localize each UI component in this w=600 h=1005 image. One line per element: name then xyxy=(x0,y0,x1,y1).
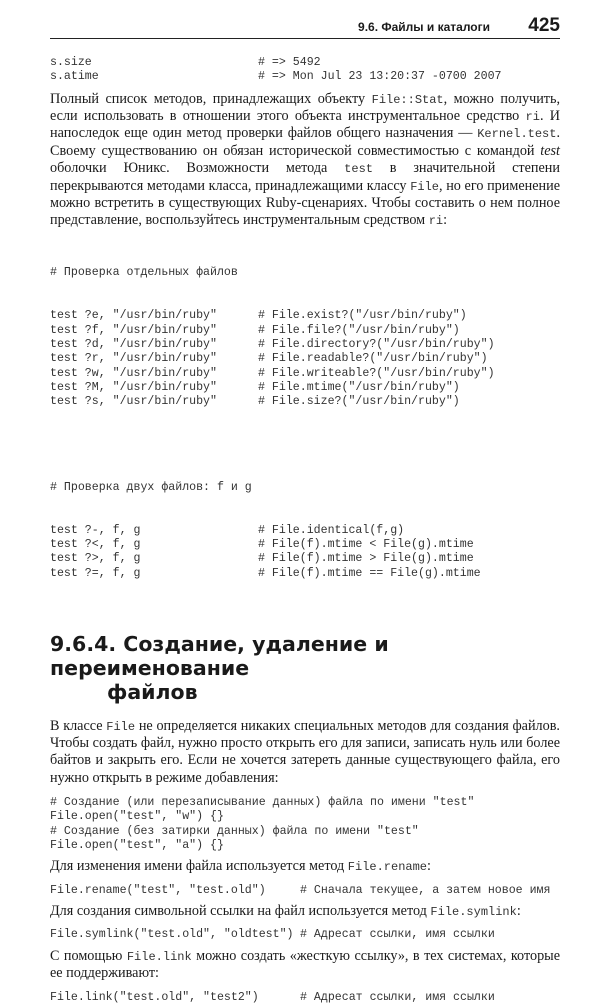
code-text: test ?M, "/usr/bin/ruby" xyxy=(50,380,217,394)
text-run: Для создания символьной ссылки на файл используется метод xyxy=(50,903,431,920)
inline-code: File.link xyxy=(126,949,192,964)
paragraph-create xyxy=(50,718,560,788)
code-comment: # File.file?("/usr/bin/ruby") xyxy=(258,323,460,337)
text-run: В классе xyxy=(50,717,107,734)
code-text: test ?d, "/usr/bin/ruby" xyxy=(50,337,217,351)
book-page xyxy=(50,0,560,1005)
text-run: . Своему существованию он обязан исторической совместимостью с командой xyxy=(50,125,560,159)
code-comment: # File.writeable?("/usr/bin/ruby") xyxy=(258,366,495,380)
code-line xyxy=(50,524,560,538)
code-comment: # Проверка двух файлов: f и g xyxy=(50,480,252,494)
text-run: test xyxy=(540,142,560,159)
code-comment: # => Mon Jul 23 13:20:37 -0700 2007 xyxy=(258,70,502,84)
code-text: File.link("test.old", "test2") xyxy=(50,990,259,1004)
code-comment: # File.size?("/usr/bin/ruby") xyxy=(258,395,460,409)
code-line xyxy=(50,352,560,366)
text-run: , но его применение можно встретить в существующих Ruby-сценариях. Чтобы составить о нем полное представление, воспользуйтесь инструментальным средством xyxy=(50,177,560,229)
text-run: не определяется никаких специальных методов для создания файлов. Чтобы создать файл, нужно просто открыть его для записи, записать нуль или более байтов и закрыть его. Если не хочется затереть данные существующего файла, его нужно открыть в режиме добавления: xyxy=(50,717,560,786)
inline-code: File xyxy=(106,719,136,734)
text-run: : xyxy=(516,903,521,920)
code-comment: # File(f).mtime < File(g).mtime xyxy=(258,538,474,552)
code-block-test xyxy=(50,238,560,610)
code-text: test ?s, "/usr/bin/ruby" xyxy=(50,395,217,409)
code-block-stat xyxy=(50,56,560,85)
text-run: : xyxy=(443,212,448,229)
blank-line xyxy=(50,438,560,452)
text-run: . И напоследок еще один метод проверки файлов общего назначения — xyxy=(50,108,561,142)
code-line xyxy=(50,538,560,552)
text-run: Полный список методов, принадлежащих объекту xyxy=(50,90,372,107)
paragraph-stat-methods xyxy=(50,91,560,230)
code-line xyxy=(50,552,560,566)
code-line xyxy=(50,567,560,581)
code-comment: # File.exist?("/usr/bin/ruby") xyxy=(258,309,467,323)
code-text: File.rename("test", "test.old") xyxy=(50,883,266,897)
code-line xyxy=(50,70,560,84)
code-line xyxy=(50,309,560,323)
code-comment: # File(f).mtime == File(g).mtime xyxy=(258,566,481,580)
code-block-symlink xyxy=(50,928,560,942)
code-text: s.size xyxy=(50,56,92,69)
code-comment: # => 5492 xyxy=(258,56,321,69)
section-heading xyxy=(50,632,560,704)
running-header xyxy=(50,14,560,39)
code-line xyxy=(50,338,560,352)
code-comment: # Проверка отдельных файлов xyxy=(50,266,238,280)
inline-code: File.rename xyxy=(347,860,428,875)
text-run: в значительной степени перекрываются методами класса, принадлежащими классу xyxy=(50,160,560,194)
code-text: test ?<, f, g xyxy=(50,538,141,552)
code-text: test ?w, "/usr/bin/ruby" xyxy=(50,366,217,380)
code-comment: # File.directory?("/usr/bin/ruby") xyxy=(258,337,495,351)
page-number: 425 xyxy=(528,15,560,36)
code-text: test ?e, "/usr/bin/ruby" xyxy=(50,309,217,323)
code-line: # Создание (без затирки данных) файла по имени "test" xyxy=(50,824,419,838)
code-text: test ?=, f, g xyxy=(50,566,141,580)
code-rows-single xyxy=(50,309,560,409)
code-line xyxy=(50,928,560,942)
heading-line2: файлов xyxy=(107,679,198,704)
code-comment: # File.identical(f,g) xyxy=(258,523,405,537)
inline-code: test xyxy=(344,162,373,177)
text-run: оболочки Юникс. Возможности метода xyxy=(50,160,345,177)
inline-code: ri xyxy=(525,110,540,124)
code-text: s.atime xyxy=(50,70,99,84)
code-comment: # Сначала текущее, а затем новое имя xyxy=(300,883,551,897)
code-block-create xyxy=(50,796,560,853)
paragraph-symlink xyxy=(50,903,560,920)
code-comment: # Адресат ссылки, имя ссылки xyxy=(300,990,495,1004)
text-run: можно создать «жесткую ссылку», в тех системах, которые ее поддерживают: xyxy=(50,947,560,982)
paragraph-rename xyxy=(50,858,560,875)
code-line xyxy=(50,884,560,898)
text-run: С помощью xyxy=(50,947,127,964)
inline-code: File xyxy=(410,179,439,194)
code-line xyxy=(50,324,560,338)
section-title: 9.6. Файлы и каталоги xyxy=(358,20,490,34)
inline-code: ri xyxy=(428,214,444,229)
inline-code: File.symlink xyxy=(430,905,517,920)
inline-code: Kernel.test xyxy=(477,127,557,142)
code-line: # Создание (или перезаписывание данных) файла по имени "test" xyxy=(50,796,475,810)
code-text: File.symlink("test.old", "oldtest") xyxy=(50,928,294,942)
code-line xyxy=(50,991,560,1005)
code-rows-pair xyxy=(50,524,560,581)
code-comment: # File.readable?("/usr/bin/ruby") xyxy=(258,352,488,366)
code-line: File.open("test", "w") {} xyxy=(50,810,224,824)
code-block-link xyxy=(50,991,560,1005)
code-line xyxy=(50,367,560,381)
code-block-rename xyxy=(50,884,560,898)
code-line xyxy=(50,395,560,409)
code-comment: # Адресат ссылки, имя ссылки xyxy=(300,928,495,942)
code-comment: # File.mtime("/usr/bin/ruby") xyxy=(258,380,460,394)
text-run: : xyxy=(427,858,431,875)
code-text: test ?r, "/usr/bin/ruby" xyxy=(50,352,217,366)
code-text: test ?f, "/usr/bin/ruby" xyxy=(50,323,217,337)
code-line xyxy=(50,56,560,70)
code-line: File.open("test", "a") {} xyxy=(50,839,224,853)
text-run: , можно получить, если использовать в отношении этого объекта инструментальное средство xyxy=(50,90,561,124)
code-line xyxy=(50,381,560,395)
inline-code: File::Stat xyxy=(371,92,444,107)
code-comment: # File(f).mtime > File(g).mtime xyxy=(258,552,474,566)
heading-line1: 9.6.4. Создание, удаление и переименование xyxy=(50,631,389,680)
paragraph-link xyxy=(50,948,560,983)
text-run: Для изменения имени файла используется метод xyxy=(50,858,348,875)
code-text: test ?>, f, g xyxy=(50,552,141,566)
code-text: test ?-, f, g xyxy=(50,523,141,537)
